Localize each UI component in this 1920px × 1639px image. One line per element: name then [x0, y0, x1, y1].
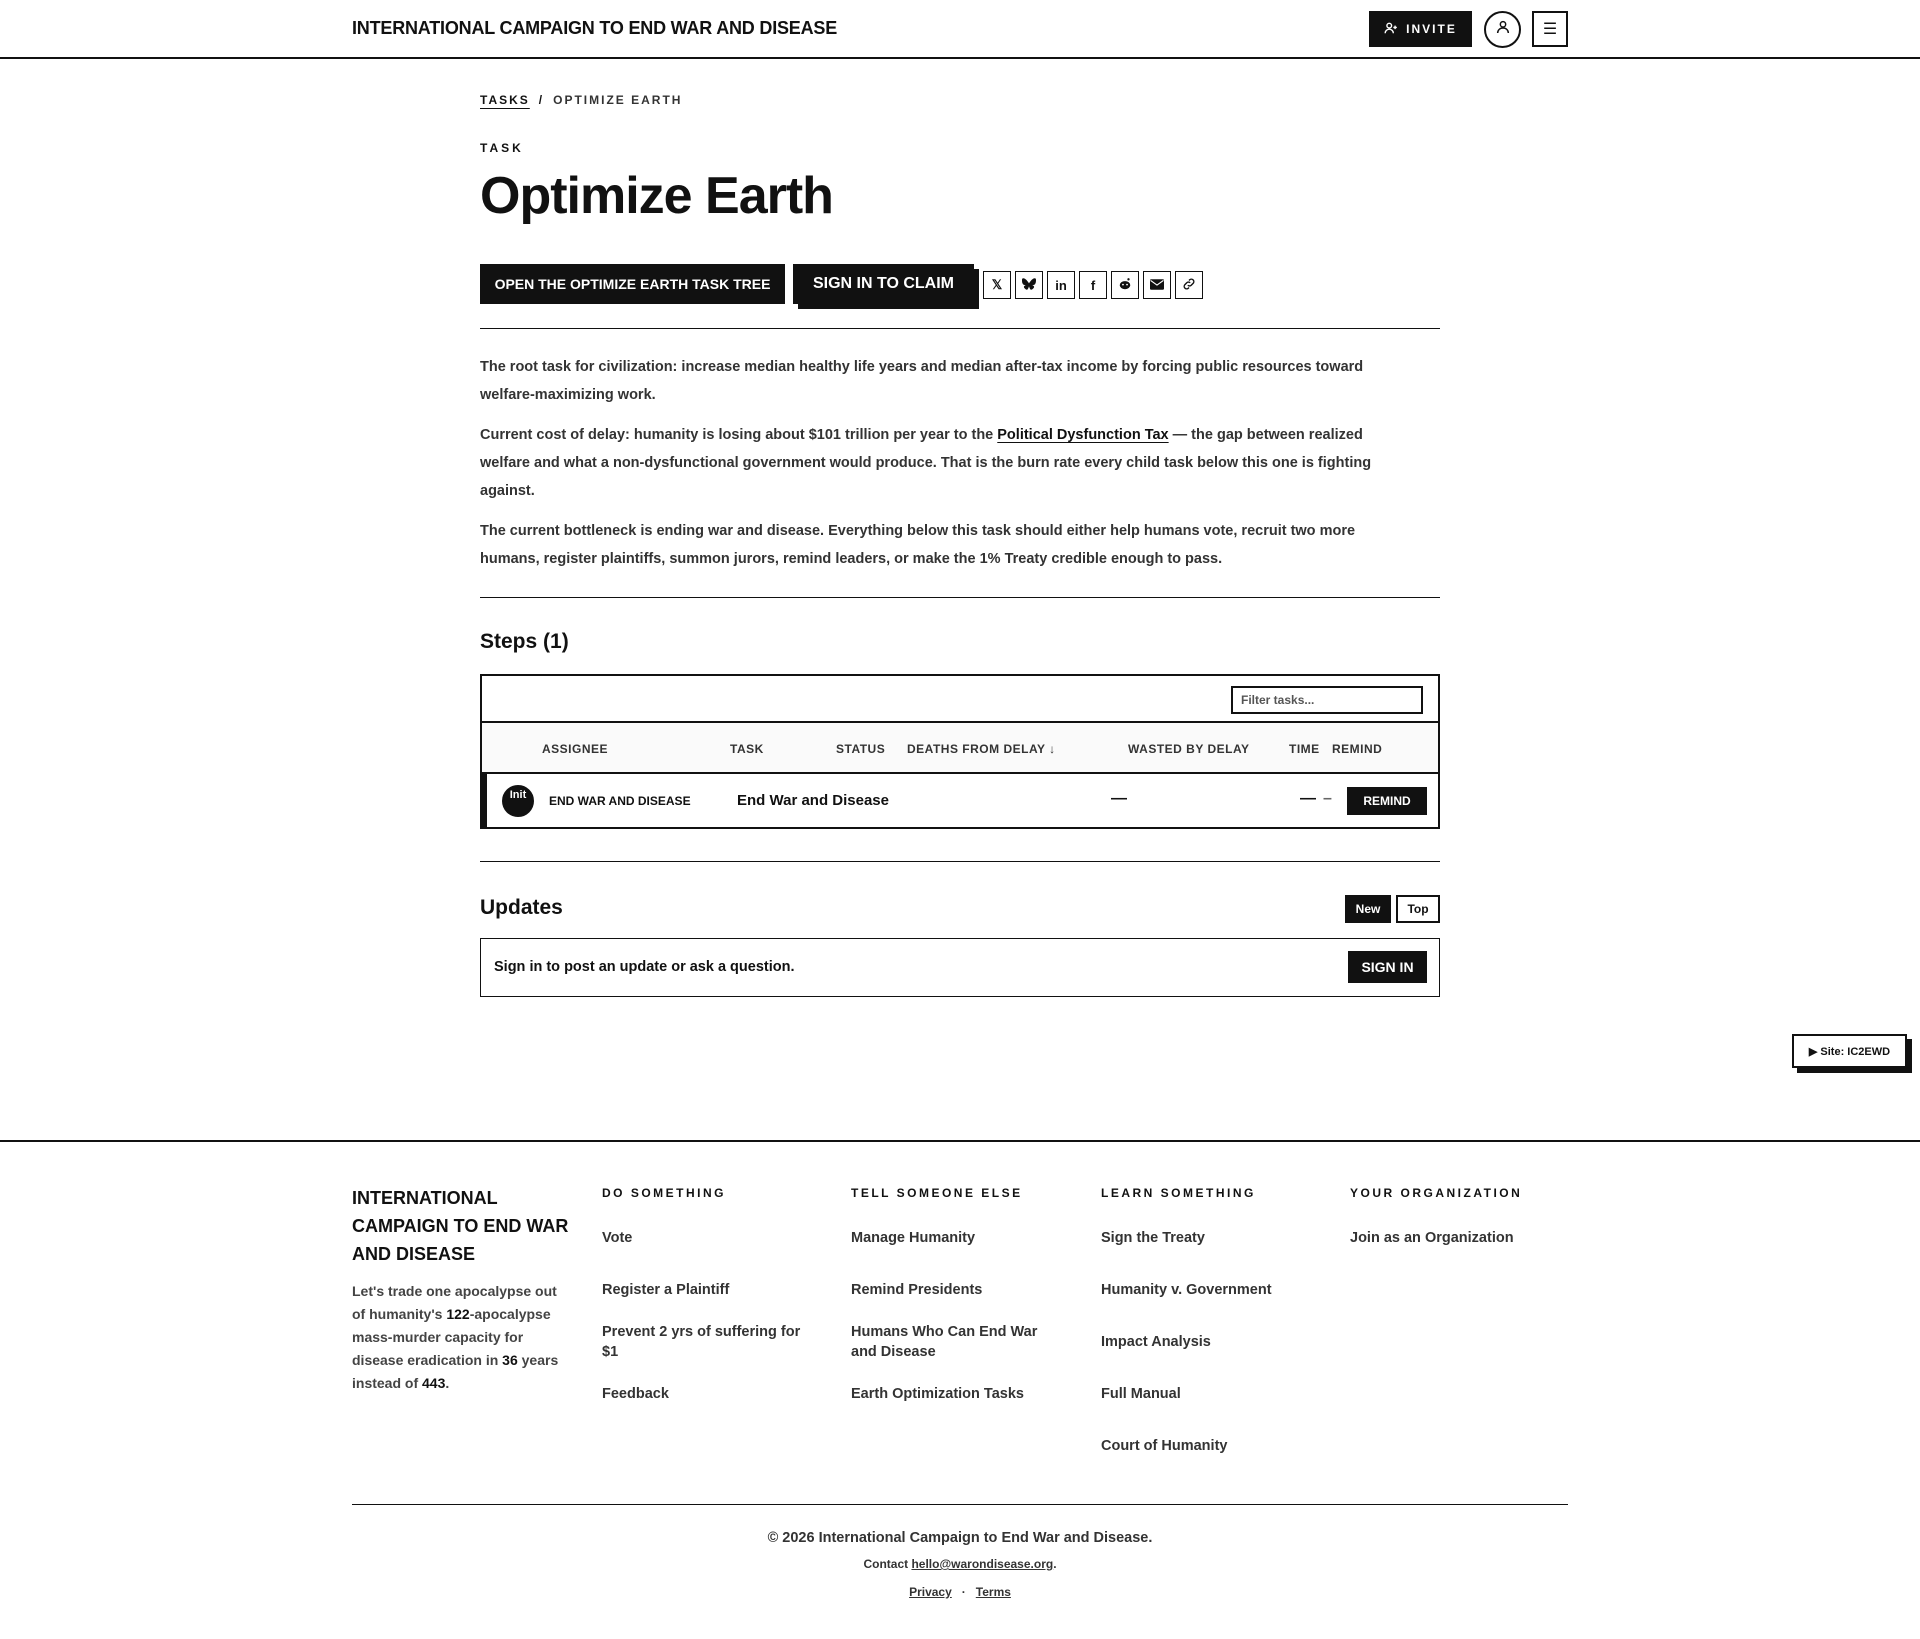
table-filter-bar [482, 676, 1438, 723]
sort-new-button[interactable]: New [1345, 895, 1391, 923]
footer-column-title: YOUR ORGANIZATION [1350, 1186, 1523, 1200]
menu-button[interactable] [1532, 11, 1568, 47]
footer-contact: Contact hello@warondisease.org. [863, 1557, 1057, 1571]
share-email-button[interactable] [1143, 271, 1171, 299]
footer-link[interactable]: Humans Who Can End War and Disease [851, 1324, 1038, 1360]
description-paragraph: The current bottleneck is ending war and disease. Everything below this task should either help humans vote, recruit two more humans, register plaintiffs, summon jurors, remind leaders, or make the 1% Treaty credible enough to pass. [480, 523, 1356, 567]
privacy-link[interactable]: Privacy [909, 1585, 952, 1599]
footer-divider [352, 1504, 1568, 1505]
breadcrumb-current: OPTIMIZE EARTH [553, 93, 683, 107]
column-header-assignee[interactable]: ASSIGNEE [542, 742, 609, 756]
footer-tagline: Let's trade one apocalypse out of humanity's 122-apocalypse mass-murder capacity for disease eradication in 36 years instead of 443. [352, 1283, 559, 1391]
footer-column-do-something [602, 1186, 812, 1402]
divider [480, 861, 1440, 862]
footer-copyright: © 2026 International Campaign to End War and Disease. [767, 1530, 1153, 1546]
task-kicker: TASK [480, 141, 524, 155]
column-header-deaths-from-delay[interactable]: DEATHS FROM DELAY ↓ [907, 742, 1056, 756]
filter-tasks-input[interactable] [1231, 686, 1423, 714]
breadcrumb-separator: / [538, 93, 545, 107]
steps-table [480, 674, 1440, 829]
footer-link[interactable]: Prevent 2 yrs of suffering for $1 [602, 1324, 801, 1360]
user-plus-icon [1384, 21, 1398, 38]
updates-heading: Updates [480, 896, 563, 919]
footer-column-your-organization [1350, 1186, 1560, 1246]
footer-link[interactable]: Court of Humanity [1101, 1438, 1228, 1454]
divider [480, 597, 1440, 598]
footer-column-learn-something [1101, 1186, 1311, 1454]
footer-legal-links [0, 1585, 1920, 1599]
row-deaths-from-delay: — [1111, 790, 1127, 807]
column-header-wasted-by-delay[interactable]: WASTED BY DELAY [1128, 742, 1250, 756]
invite-label: INVITE [1406, 22, 1457, 36]
row-task-title[interactable]: End War and Disease [737, 792, 889, 809]
column-header-remind[interactable]: REMIND [1332, 742, 1383, 756]
sign-in-button[interactable]: SIGN IN [1348, 951, 1427, 983]
legal-separator: · [961, 1585, 966, 1599]
sign-in-to-claim-button[interactable]: SIGN IN TO CLAIM [793, 264, 974, 304]
steps-heading: Steps (1) [480, 630, 569, 653]
divider [480, 328, 1440, 329]
footer [0, 1140, 1920, 1639]
account-button[interactable] [1484, 11, 1521, 48]
footer-column-tell-someone-else [851, 1186, 1061, 1402]
contact-email-link[interactable]: hello@warondisease.org [911, 1557, 1054, 1571]
open-task-tree-button[interactable]: OPEN THE OPTIMIZE EARTH TASK TREE [480, 264, 785, 304]
footer-link[interactable]: Vote [602, 1230, 633, 1246]
page-title: Optimize Earth [480, 167, 833, 225]
footer-link[interactable]: Feedback [602, 1386, 669, 1402]
footer-link[interactable]: Remind Presidents [851, 1282, 983, 1298]
breadcrumb-tasks-link[interactable]: TASKS [480, 93, 530, 107]
facebook-icon: f [1090, 277, 1096, 293]
bluesky-icon [1022, 278, 1036, 293]
footer-link[interactable]: Impact Analysis [1101, 1334, 1211, 1350]
terms-link[interactable]: Terms [975, 1585, 1011, 1599]
footer-column-title: DO SOMETHING [602, 1186, 727, 1200]
site-brand[interactable]: INTERNATIONAL CAMPAIGN TO END WAR AND DISEASE [352, 18, 838, 38]
footer-link[interactable]: Join as an Organization [1350, 1230, 1514, 1246]
footer-column-title: TELL SOMEONE ELSE [851, 1186, 1023, 1200]
user-icon [1495, 19, 1511, 40]
x-icon: 𝕏 [991, 277, 1003, 292]
footer-link[interactable]: Sign the Treaty [1101, 1230, 1205, 1246]
footer-column-title: LEARN SOMETHING [1101, 1186, 1256, 1200]
column-header-time[interactable]: TIME [1289, 742, 1320, 756]
signin-prompt: Sign in to post an update or ask a question. [494, 959, 795, 975]
footer-link[interactable]: Humanity v. Government [1101, 1282, 1272, 1298]
remind-button[interactable]: REMIND [1347, 787, 1427, 815]
footer-link[interactable]: Earth Optimization Tasks [851, 1386, 1024, 1402]
reddit-icon [1118, 277, 1132, 294]
site-badge-toggle[interactable]: ▶ Site: IC2EWD [1792, 1034, 1907, 1068]
sort-top-button[interactable]: Top [1396, 895, 1440, 923]
column-header-task[interactable]: TASK [730, 742, 764, 756]
update-signin-box [480, 938, 1440, 997]
table-row[interactable] [482, 774, 1438, 827]
assignee-avatar: Init [502, 785, 534, 817]
row-assignee[interactable]: END WAR AND DISEASE [549, 794, 691, 808]
copy-link-button[interactable] [1175, 271, 1203, 299]
link-icon [1182, 277, 1196, 294]
breadcrumb [480, 93, 682, 107]
table-header-row [482, 723, 1438, 774]
description-paragraph: Current cost of delay: humanity is losing about $101 trillion per year to the Political Dysfunction Tax — the gap between realized welfare and what a non-dysfunctional government would produce. That is the burn rate every child task below this one is fighting against. [480, 427, 1372, 499]
description-paragraph: The root task for civilization: increase median healthy life years and median after-tax income by forcing public resources toward welfare-maximizing work. [480, 359, 1364, 403]
share-linkedin-button[interactable] [1047, 271, 1075, 299]
invite-button[interactable] [1369, 11, 1472, 47]
row-time: — [1300, 790, 1316, 807]
hamburger-icon: ☰ [1542, 21, 1558, 38]
row-remind-count: – [1323, 790, 1332, 807]
footer-link[interactable]: Manage Humanity [851, 1230, 976, 1246]
linkedin-icon: in [1055, 277, 1067, 293]
footer-link[interactable]: Full Manual [1101, 1386, 1181, 1402]
footer-link[interactable]: Register a Plaintiff [602, 1282, 730, 1298]
footer-brand[interactable]: INTERNATIONAL CAMPAIGN TO END WAR AND DISEASE [352, 1188, 569, 1264]
political-dysfunction-tax-link[interactable]: Political Dysfunction Tax [997, 427, 1169, 443]
share-reddit-button[interactable] [1111, 271, 1139, 299]
share-x-button[interactable] [983, 271, 1011, 299]
share-facebook-button[interactable] [1079, 271, 1107, 299]
top-navbar [0, 0, 1920, 59]
email-icon [1150, 278, 1164, 293]
share-bluesky-button[interactable] [1015, 271, 1043, 299]
column-header-status[interactable]: STATUS [836, 742, 886, 756]
